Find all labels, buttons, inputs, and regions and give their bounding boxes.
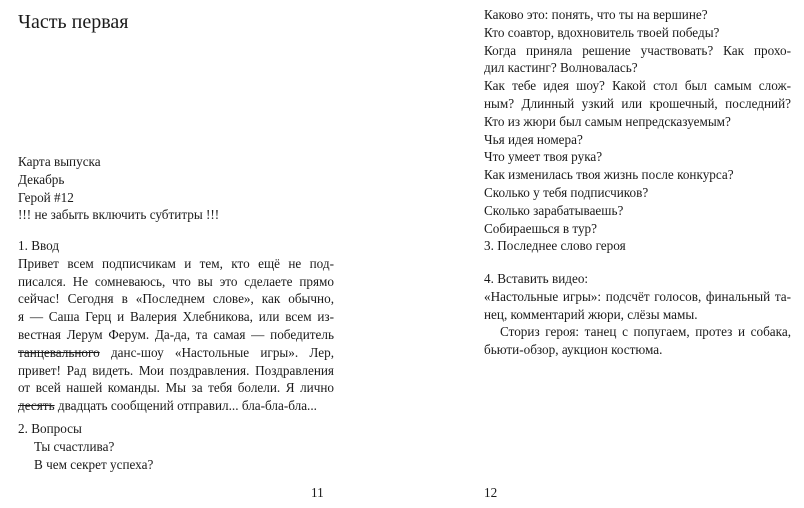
card-line: Декабрь [18, 171, 65, 187]
text-line: от всей нашей команды. Мы за тебя болели. Я лично [18, 380, 334, 396]
text-line: писался. Не сомневаюсь, что вы это сделаете прямо [18, 273, 334, 289]
question-line: Собираешься в тур? [484, 220, 597, 236]
card-line: Карта выпуска [18, 154, 101, 169]
text-line: вестная Лерум Ферум. Да-да, та самая — победитель [18, 326, 334, 342]
question-line: Когда приняла решение участвовать? Как прохо- [484, 42, 791, 58]
page-number: 11 [311, 485, 324, 500]
section-video [484, 270, 791, 359]
question-line: ным? Длинный узкий или крошечный, последний? [484, 95, 791, 111]
section-heading: 1. Ввод [18, 238, 60, 253]
text-line: привет! Рад видеть. Мои поздравления. Поздравления [18, 362, 334, 378]
question-line: В чем секрет успеха? [34, 456, 154, 472]
section-heading: 4. Вставить видео: [484, 271, 589, 286]
question-line: Как тебе идея шоу? Какой стол был самым слож- [484, 78, 791, 94]
card-line: Герой #12 [18, 189, 74, 205]
question-line: Кто соавтор, вдохновитель твоей победы? [484, 24, 720, 40]
question-line: Как изменилась твоя жизнь после конкурса? [484, 167, 734, 183]
text-line: нец, комментарий жюри, слёзы мамы. [484, 306, 698, 322]
question-line: Ты счастлива? [34, 438, 115, 454]
struck-word: танцевального [18, 344, 100, 360]
section-intro [18, 237, 334, 415]
struck-word: десять [18, 398, 55, 414]
text-line: сейчас! Сегодня в «Последнем слове», как обычно, [18, 291, 334, 307]
question-list [484, 6, 791, 237]
text-line: бьюти-обзор, аукцион костюма. [484, 342, 663, 358]
section-heading: 2. Вопросы [18, 421, 82, 436]
text-line: Привет всем подписчикам и тем, кто ещё не под- [18, 255, 334, 271]
chapter-title: Часть первая [18, 11, 129, 33]
text-line: я — Саша Герц и Валерия Хлебникова, или всем из- [18, 309, 334, 325]
text-fragment: данс-шоу «Настольные игры». Лер, [110, 344, 335, 360]
question-line: Сколько у тебя подписчиков? [484, 184, 649, 200]
episode-card [18, 153, 219, 224]
text-line-with-strike [18, 397, 334, 415]
text-line-with-strike [18, 344, 334, 362]
question-line: Сколько зарабатываешь? [484, 202, 624, 218]
question-line: Каково это: понять, что ты на вершине? [484, 7, 708, 22]
page-number: 12 [484, 485, 498, 500]
text-line: «Настольные игры»: подсчёт голосов, финальный та- [484, 288, 791, 304]
question-line: Чья идея номера? [484, 131, 583, 147]
card-note: !!! не забыть включить субтитры !!! [18, 207, 220, 223]
question-line: Что умеет твоя рука? [484, 149, 603, 165]
question-line: Кто из жюри был самым непредсказуемым? [484, 113, 731, 129]
right-page [402, 0, 804, 508]
section-heading: 3. Последнее слово героя [484, 238, 626, 253]
text-fragment: двадцать сообщений отправил... бла-бла-бла... [57, 398, 317, 414]
text-line: Сториз героя: танец с попугаем, протез и собака, [500, 324, 791, 340]
section-last-word [484, 237, 626, 255]
question-line: дил кастинг? Волновалась? [484, 60, 638, 76]
section-questions [18, 420, 153, 473]
